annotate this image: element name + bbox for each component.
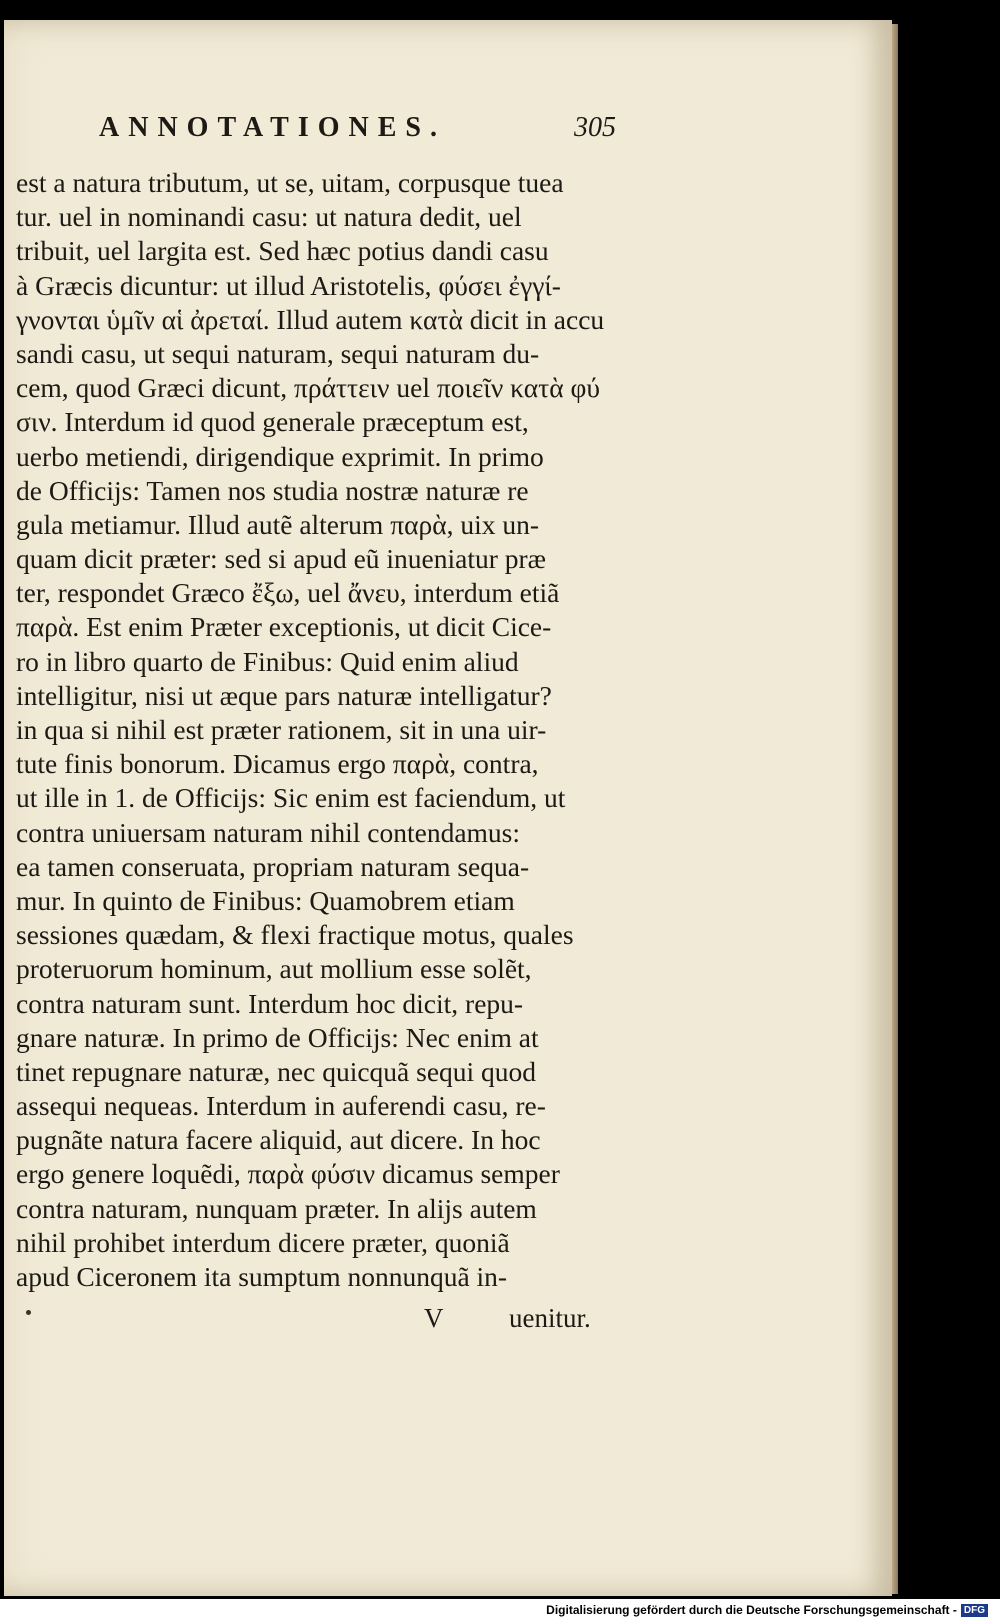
page-number: 305 <box>574 112 616 143</box>
text-line: nihil prohibet interdum dicere præter, quoniã <box>16 1226 510 1258</box>
running-head: ANNOTATIONES. <box>99 112 447 143</box>
dfg-logo-icon: DFG <box>961 1604 988 1617</box>
text-line: gula metiamur. Illud autẽ alterum παρὰ, uix un- <box>16 508 540 540</box>
text-line: quam dicit præter: sed si apud eũ inueniatur præ <box>16 543 547 575</box>
body-text <box>16 166 616 1294</box>
text-line: sessiones quædam, & flexi fractique motus, quales <box>16 919 574 951</box>
text-line: ergo genere loquẽdi, παρὰ φύσιν dicamus semper <box>16 1158 560 1190</box>
margin-dot-icon <box>26 1310 31 1315</box>
text-line: ea tamen conseruata, propriam naturam sequa- <box>16 850 530 882</box>
text-line: proteruorum hominum, aut mollium esse solẽt, <box>16 953 532 985</box>
text-line: ter, respondet Græco ἔξω, uel ἄνευ, interdum etiã <box>16 577 560 609</box>
signature-mark: V <box>424 1303 444 1333</box>
text-line: tinet repugnare naturæ, nec quicquã sequi quod <box>16 1055 537 1087</box>
text-line: intelligitur, nisi ut æque pars naturæ intelligatur? <box>16 679 552 711</box>
catchword: uenitur. <box>509 1303 591 1333</box>
text-line: tribuit, uel largita est. Sed hæc potius dandi casu <box>16 235 549 267</box>
text-line: assequi nequeas. Interdum in auferendi casu, re- <box>16 1090 546 1122</box>
footer-credit: Digitalisierung gefördert durch die Deutsche Forschungsgemeinschaft - <box>546 1603 957 1617</box>
text-line: ro in libro quarto de Finibus: Quid enim aliud <box>16 645 519 677</box>
text-line: tute finis bonorum. Dicamus ergo παρὰ, contra, <box>16 748 539 780</box>
text-line: σιν. Interdum id quod generale præceptum est, <box>16 406 529 438</box>
text-line: mur. In quinto de Finibus: Quamobrem etiam <box>16 884 515 916</box>
text-line: est a natura tributum, ut se, uitam, corpusque tuea <box>16 167 564 198</box>
text-line: à Græcis dicuntur: ut illud Aristotelis, φύσει ἐγγί- <box>16 269 561 301</box>
text-line: παρὰ. Est enim Præter exceptionis, ut dicit Cice- <box>16 611 552 643</box>
text-line: sandi casu, ut sequi naturam, sequi naturam du- <box>16 337 540 369</box>
text-line: γνονται ὑμῖν αἱ ἀρεταί. Illud autem κατὰ dicit in accu <box>16 303 605 335</box>
book-page <box>4 20 892 1596</box>
footer <box>546 1603 988 1617</box>
text-line: de Officijs: Tamen nos studia nostræ naturæ re <box>16 474 529 506</box>
page-edge <box>892 24 898 1594</box>
text-line: ut ille in 1. de Officijs: Sic enim est faciendum, ut <box>16 782 566 814</box>
text-line: tur. uel in nominandi casu: ut natura dedit, uel <box>16 201 522 233</box>
text-line: contra naturam sunt. Interdum hoc dicit, repu- <box>16 987 524 1019</box>
text-line: gnare naturæ. In primo de Officijs: Nec enim at <box>16 1021 539 1053</box>
text-line: contra uniuersam naturam nihil contendamus: <box>16 816 521 848</box>
text-line: cem, quod Græci dicunt, πράττειν uel ποιεῖν κατὰ φύ <box>16 372 600 404</box>
text-line: pugnãte natura facere aliquid, aut dicere. In hoc <box>16 1124 541 1156</box>
text-line: in qua si nihil est præter rationem, sit in una uir- <box>16 714 547 745</box>
text-line: apud Ciceronem ita sumptum nonnunquã in- <box>16 1261 508 1292</box>
text-line: uerbo metiendi, dirigendique exprimit. In primo <box>16 440 544 472</box>
text-line: contra naturam, nunquam præter. In alijs autem <box>16 1192 537 1224</box>
